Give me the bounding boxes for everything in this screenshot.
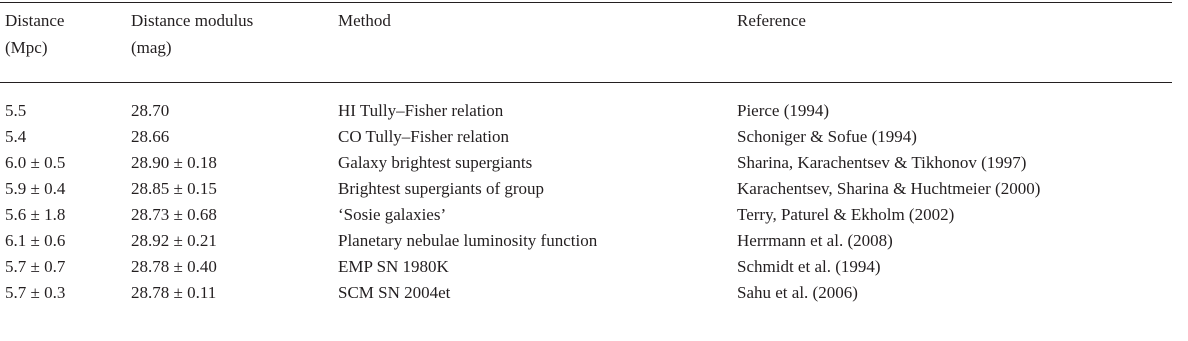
- header-distance: Distance: [5, 11, 65, 30]
- cell-reference: Sahu et al. (2006): [737, 283, 858, 302]
- cell-reference: Sharina, Karachentsev & Tikhonov (1997): [737, 153, 1027, 172]
- cell-distance-modulus: 28.66: [131, 127, 170, 146]
- cell-distance-modulus: 28.78 ± 0.40: [131, 257, 217, 276]
- cell-distance: 5.9 ± 0.4: [5, 179, 66, 198]
- cell-reference: Herrmann et al. (2008): [737, 231, 893, 250]
- cell-distance-modulus: 28.73 ± 0.68: [131, 205, 217, 224]
- cell-reference: Pierce (1994): [737, 101, 830, 120]
- cell-method: EMP SN 1980K: [338, 257, 449, 276]
- cell-method: SCM SN 2004et: [338, 283, 451, 302]
- cell-distance: 5.5: [5, 101, 27, 120]
- header-distance-unit: (Mpc): [5, 38, 48, 57]
- cell-method: Galaxy brightest supergiants: [338, 153, 533, 172]
- cell-distance: 5.6 ± 1.8: [5, 205, 66, 224]
- header-method: Method: [338, 11, 391, 30]
- table-header-rule: [0, 82, 1172, 83]
- header-reference: Reference: [737, 11, 806, 30]
- cell-method: HI Tully–Fisher relation: [338, 101, 504, 120]
- cell-distance: 5.7 ± 0.7: [5, 257, 66, 276]
- cell-distance: 5.4: [5, 127, 27, 146]
- cell-reference: Schmidt et al. (1994): [737, 257, 881, 276]
- cell-distance-modulus: 28.85 ± 0.15: [131, 179, 217, 198]
- cell-distance-modulus: 28.92 ± 0.21: [131, 231, 217, 250]
- cell-reference: Schoniger & Sofue (1994): [737, 127, 917, 146]
- cell-distance: 6.0 ± 0.5: [5, 153, 66, 172]
- cell-method: CO Tully–Fisher relation: [338, 127, 509, 146]
- header-distance-modulus-unit: (mag): [131, 38, 172, 57]
- cell-distance: 5.7 ± 0.3: [5, 283, 66, 302]
- cell-method: Brightest supergiants of group: [338, 179, 545, 198]
- cell-method: Planetary nebulae luminosity function: [338, 231, 598, 250]
- cell-reference: Karachentsev, Sharina & Huchtmeier (2000): [737, 179, 1041, 198]
- header-distance-modulus: Distance modulus: [131, 11, 254, 30]
- cell-method: ‘Sosie galaxies’: [338, 205, 447, 224]
- cell-distance-modulus: 28.90 ± 0.18: [131, 153, 217, 172]
- cell-distance-modulus: 28.78 ± 0.11: [131, 283, 217, 302]
- cell-reference: Terry, Paturel & Ekholm (2002): [737, 205, 955, 224]
- cell-distance-modulus: 28.70: [131, 101, 170, 120]
- table-top-rule: [0, 2, 1172, 3]
- cell-distance: 6.1 ± 0.6: [5, 231, 66, 250]
